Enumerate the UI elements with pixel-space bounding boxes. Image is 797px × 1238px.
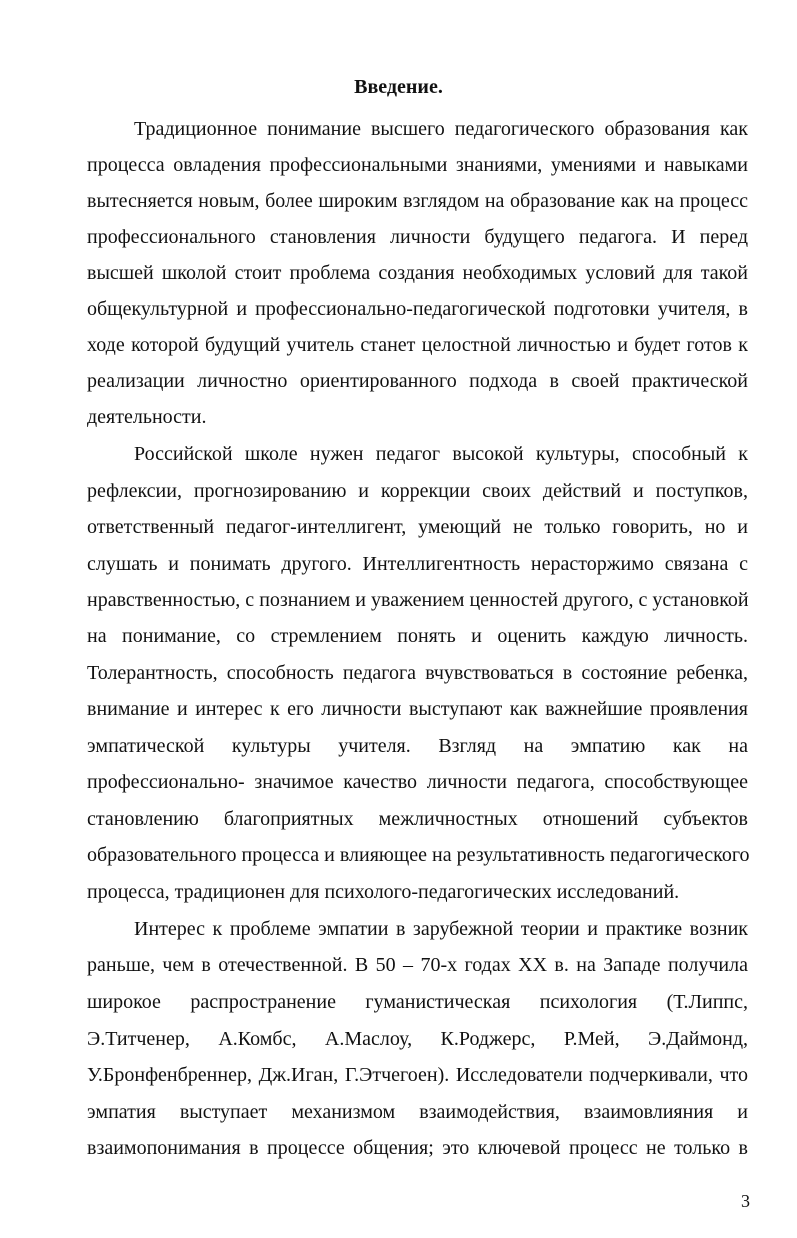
text-line: профессионально- значимое качество личности педагога, способствующее xyxy=(87,771,748,793)
text-line: широкое распространение гуманистическая психология (Т.Липпс, xyxy=(87,991,748,1013)
text-line: Э.Титченер, А.Комбс, А.Маслоу, К.Роджерс, Р.Мей, Э.Даймонд, xyxy=(87,1028,748,1050)
text-line: вытесняется новым, более широким взглядом на образование как на процесс xyxy=(87,190,748,212)
text-line: профессионального становления личности будущего педагога. И перед xyxy=(87,226,748,248)
text-line: деятельности. xyxy=(87,406,207,428)
text-line: эмпатической культуры учителя. Взгляд на эмпатию как на xyxy=(87,735,748,757)
section-heading: Введение. xyxy=(354,76,443,98)
text-line: высшей школой стоит проблема создания необходимых условий для такой xyxy=(87,262,748,284)
text-line: реализации личностно ориентированного подхода в своей практической xyxy=(87,370,748,392)
text-line: Российской школе нужен педагог высокой культуры, способный к xyxy=(134,443,748,465)
text-line: нравственностью, с познанием и уважением ценностей другого, с установкой xyxy=(87,589,749,611)
text-line: взаимопонимания в процессе общения; это ключевой процесс не только в xyxy=(87,1137,748,1159)
text-line: общекультурной и профессионально-педагогической подготовки учителя, в xyxy=(87,298,748,320)
text-line: Толерантность, способность педагога вчувствоваться в состояние ребенка, xyxy=(87,662,748,684)
page-number: 3 xyxy=(741,1191,750,1211)
text-line: процесса, традиционен для психолого-педагогических исследований. xyxy=(87,881,680,903)
text-line: рефлексии, прогнозированию и коррекции своих действий и поступков, xyxy=(87,480,748,502)
text-line: на понимание, со стремлением понять и оценить каждую личность. xyxy=(87,625,748,647)
text-line: ответственный педагог-интеллигент, умеющий не только говорить, но и xyxy=(87,516,748,538)
text-line: У.Бронфенбреннер, Дж.Иган, Г.Этчегоен). Исследователи подчеркивали, что xyxy=(87,1064,748,1086)
text-line: становлению благоприятных межличностных отношений субъектов xyxy=(87,808,748,830)
text-line: внимание и интерес к его личности выступают как важнейшие проявления xyxy=(87,698,748,720)
text-line: ходе которой будущий учитель станет целостной личностью и будет готов к xyxy=(87,334,748,356)
text-line: Интерес к проблеме эмпатии в зарубежной теории и практике возник xyxy=(134,918,748,940)
text-line: образовательного процесса и влияющее на результативность педагогического xyxy=(87,844,750,866)
text-line: раньше, чем в отечественной. В 50 – 70-х годах XX в. на Западе получила xyxy=(87,954,748,976)
text-line: слушать и понимать другого. Интеллигентность нерасторжимо связана с xyxy=(87,553,748,575)
text-line: Традиционное понимание высшего педагогического образования как xyxy=(134,118,748,140)
text-line: процесса овладения профессиональными знаниями, умениями и навыками xyxy=(87,154,748,176)
text-line: эмпатия выступает механизмом взаимодействия, взаимовлияния и xyxy=(87,1101,748,1123)
